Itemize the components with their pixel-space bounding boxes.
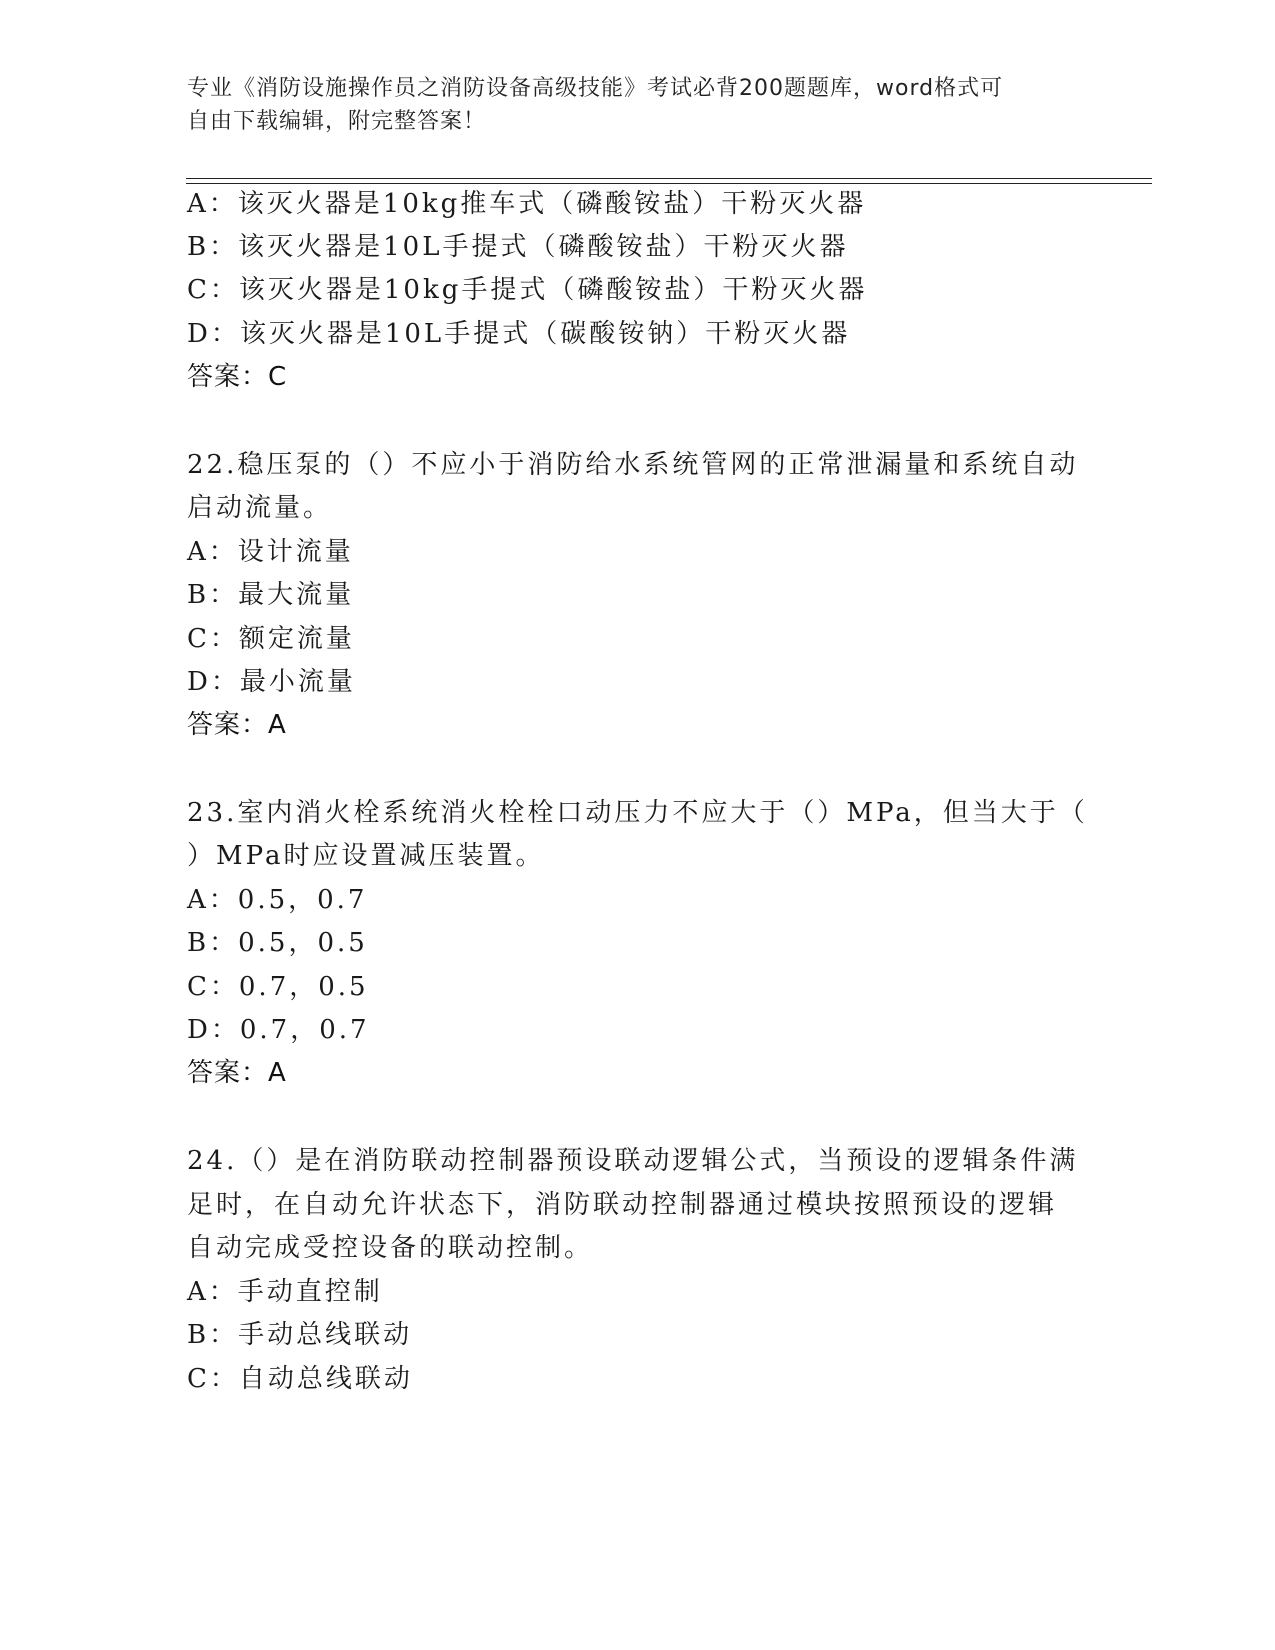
q23-option-d: D：0.7，0.7 <box>187 1015 370 1045</box>
q22-option-a: A：设计流量 <box>187 537 354 567</box>
header-rule-bottom <box>186 183 1152 184</box>
q23-answer: 答案：A <box>187 1058 287 1088</box>
document-header <box>187 72 1087 138</box>
q24-option-b: B：手动总线联动 <box>187 1320 413 1350</box>
q21-option-d: D：该灭火器是10L手提式（碳酸铵钠）干粉灭火器 <box>187 319 851 349</box>
q22-stem-line-2: 启动流量。 <box>187 493 333 523</box>
q23-stem-line-2: ）MPa时应设置减压装置。 <box>187 841 545 871</box>
q24-option-a: A：手动直控制 <box>187 1277 383 1307</box>
q23-stem-line-1: 23.室内消火栓系统消火栓栓口动压力不应大于（）MPa，但当大于（ <box>187 798 1088 828</box>
q23-option-b: B：0.5，0.5 <box>187 928 368 958</box>
q22-answer: 答案：A <box>187 710 287 740</box>
q22-stem-line-1: 22.稳压泵的（）不应小于消防给水系统管网的正常泄漏量和系统自动 <box>187 450 1079 480</box>
q24-stem-line-1: 24.（）是在消防联动控制器预设联动逻辑公式，当预设的逻辑条件满 <box>187 1146 1079 1176</box>
q23-option-a: A：0.5，0.7 <box>187 885 368 915</box>
q23-option-c: C：0.7，0.5 <box>187 972 369 1002</box>
header-line-2: 自由下载编辑，附完整答案！ <box>187 109 487 134</box>
q21-option-b: B：该灭火器是10L手提式（磷酸铵盐）干粉灭火器 <box>187 232 849 262</box>
q24-stem-line-3: 自动完成受控设备的联动控制。 <box>187 1233 594 1263</box>
q24-stem-line-2: 足时，在自动允许状态下，消防联动控制器通过模块按照预设的逻辑 <box>187 1190 1058 1220</box>
q21-option-c: C：该灭火器是10kg手提式（磷酸铵盐）干粉灭火器 <box>187 275 868 305</box>
q22-option-b: B：最大流量 <box>187 580 355 610</box>
q21-answer: 答案：C <box>187 362 288 392</box>
q22-option-c: C：额定流量 <box>187 624 355 654</box>
q22-option-d: D：最小流量 <box>187 667 356 697</box>
header-line-1: 专业《消防设施操作员之消防设备高级技能》考试必背200题题库，word格式可 <box>187 76 1004 101</box>
q21-option-a: A：该灭火器是10kg推车式（磷酸铵盐）干粉灭火器 <box>187 189 867 219</box>
header-rule-top <box>186 178 1152 179</box>
q24-option-c: C：自动总线联动 <box>187 1364 413 1394</box>
